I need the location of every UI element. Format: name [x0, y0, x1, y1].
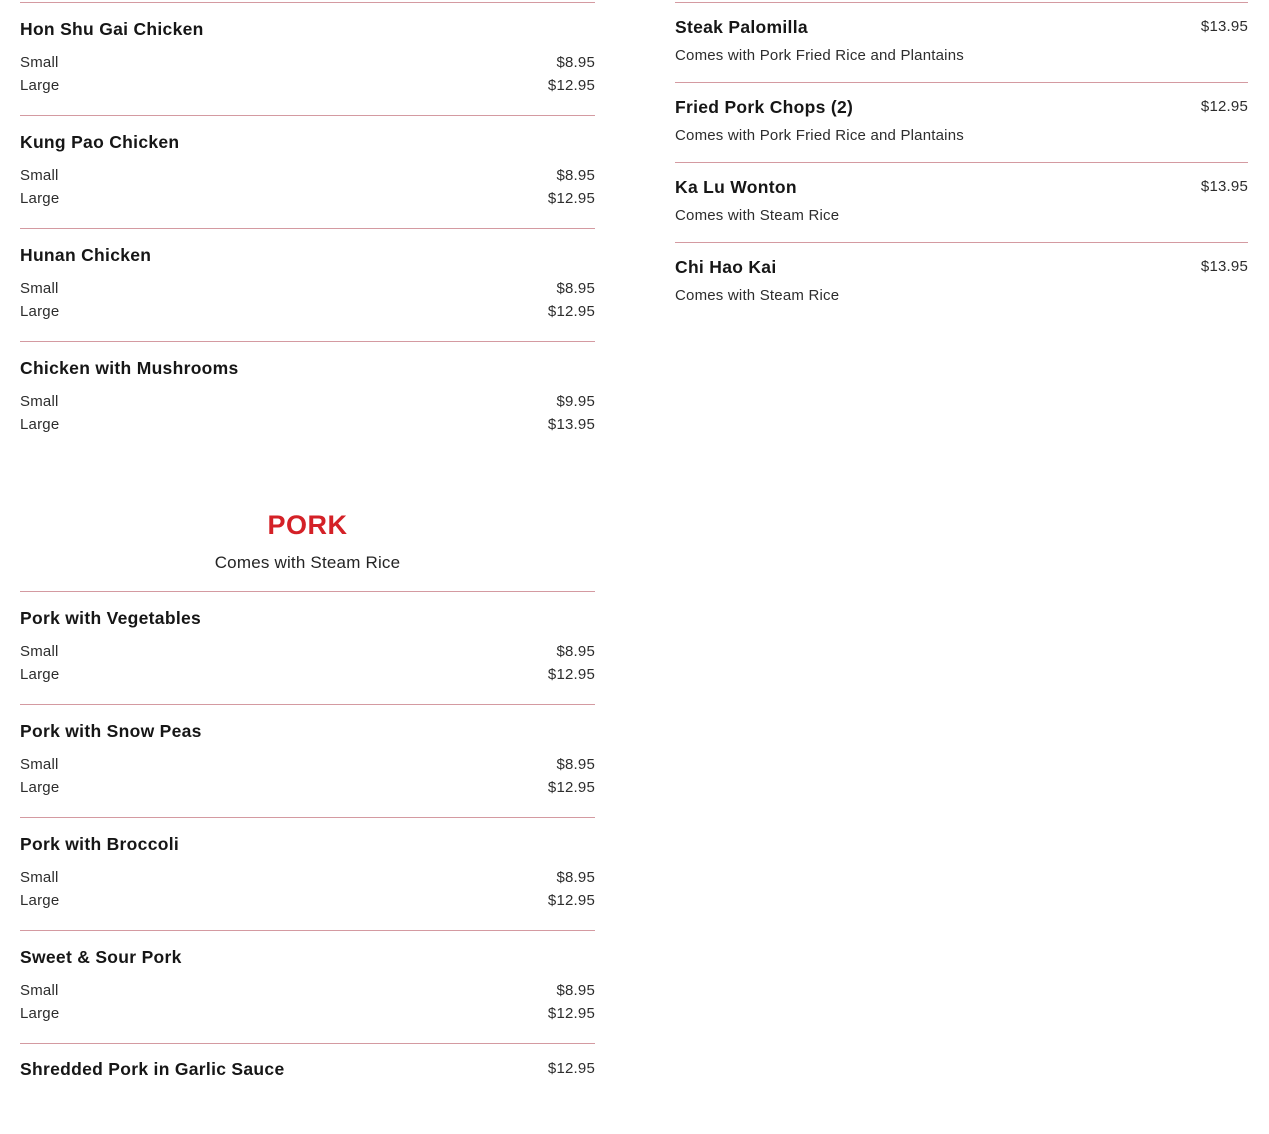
menu-item-chi-hao-kai — [675, 242, 1248, 322]
option-price: $8.95 — [556, 869, 595, 886]
menu-item-option-small — [20, 390, 595, 413]
menu-item-shredded-pork-garlic-sauce — [20, 1043, 595, 1079]
option-price: $12.95 — [547, 779, 595, 796]
menu-item-option-large — [20, 300, 595, 323]
menu-item-option-small — [20, 164, 595, 187]
menu-item-hon-shu-gai-chicken — [20, 2, 595, 115]
menu-item-name: Ka Lu Wonton — [675, 177, 797, 197]
option-size-label: Small — [20, 393, 59, 410]
menu-item-kung-pao-chicken — [20, 115, 595, 228]
menu-item-description: Comes with Pork Fried Rice and Plantains — [675, 47, 964, 64]
menu-item-price: $13.95 — [1200, 18, 1248, 35]
menu-item-steak-palomilla — [675, 2, 1248, 82]
menu-item-option-small — [20, 866, 595, 889]
menu-item-name: Chicken with Mushrooms — [20, 358, 239, 378]
option-price: $12.95 — [547, 303, 595, 320]
option-size-label: Large — [20, 666, 60, 683]
menu-item-name: Chi Hao Kai — [675, 257, 777, 277]
option-size-label: Small — [20, 756, 59, 773]
menu-item-hunan-chicken — [20, 228, 595, 341]
menu-item-title-row — [675, 257, 1248, 277]
option-price: $8.95 — [556, 982, 595, 999]
option-size-label: Small — [20, 54, 59, 71]
menu-item-title-row — [675, 177, 1248, 197]
option-price: $8.95 — [556, 643, 595, 660]
section-header-pork — [20, 510, 595, 591]
menu-item-price: $13.95 — [1200, 178, 1248, 195]
menu-item-name: Pork with Snow Peas — [20, 721, 202, 741]
menu-item-option-small — [20, 277, 595, 300]
menu-item-name: Kung Pao Chicken — [20, 132, 180, 152]
option-size-label: Large — [20, 416, 60, 433]
option-size-label: Large — [20, 303, 60, 320]
menu-item-option-small — [20, 979, 595, 1002]
menu-item-pork-with-broccoli — [20, 817, 595, 930]
menu-item-option-small — [20, 640, 595, 663]
menu-column-left — [20, 2, 595, 1134]
option-price: $8.95 — [556, 54, 595, 71]
menu-item-name: Steak Palomilla — [675, 17, 808, 37]
option-size-label: Large — [20, 779, 60, 796]
menu-item-option-large — [20, 1002, 595, 1025]
option-price: $9.95 — [556, 393, 595, 410]
option-size-label: Small — [20, 643, 59, 660]
menu-item-name: Pork with Vegetables — [20, 608, 202, 628]
menu-item-option-large — [20, 889, 595, 912]
menu-item-name: Fried Pork Chops (2) — [675, 97, 854, 117]
menu-item-price: $13.95 — [1200, 258, 1248, 275]
option-size-label: Large — [20, 892, 60, 909]
option-size-label: Large — [20, 190, 60, 207]
menu-item-name: Pork with Broccoli — [20, 834, 180, 854]
menu-item-option-large — [20, 776, 595, 799]
menu-item-option-large — [20, 413, 595, 436]
menu-item-price: $12.95 — [547, 1060, 595, 1077]
menu-item-option-small — [20, 51, 595, 74]
option-price: $12.95 — [547, 77, 595, 94]
menu-item-name: Hon Shu Gai Chicken — [20, 19, 204, 39]
menu-column-right — [675, 2, 1248, 1134]
menu-item-fried-pork-chops — [675, 82, 1248, 162]
menu-item-name: Hunan Chicken — [20, 245, 152, 265]
menu-item-description: Comes with Steam Rice — [675, 207, 840, 224]
option-price: $13.95 — [547, 416, 595, 433]
menu-item-option-large — [20, 74, 595, 97]
option-size-label: Small — [20, 280, 59, 297]
menu-item-sweet-and-sour-pork — [20, 930, 595, 1043]
menu-item-description: Comes with Pork Fried Rice and Plantains — [675, 127, 964, 144]
menu-item-pork-with-snow-peas — [20, 704, 595, 817]
menu-item-option-large — [20, 187, 595, 210]
section-subtitle: Comes with Steam Rice — [214, 553, 401, 572]
menu-item-chicken-with-mushrooms — [20, 341, 595, 454]
menu-item-ka-lu-wonton — [675, 162, 1248, 242]
menu-item-option-small — [20, 753, 595, 776]
menu-item-title-row — [675, 97, 1248, 117]
menu-item-name: Sweet & Sour Pork — [20, 947, 182, 967]
section-title: PORK — [267, 510, 348, 540]
menu-item-option-large — [20, 663, 595, 686]
option-size-label: Small — [20, 869, 59, 886]
menu-item-title-row — [675, 17, 1248, 37]
option-size-label: Large — [20, 77, 60, 94]
option-price: $12.95 — [547, 190, 595, 207]
menu-item-name: Shredded Pork in Garlic Sauce — [20, 1059, 285, 1079]
option-price: $8.95 — [556, 280, 595, 297]
option-price: $12.95 — [547, 892, 595, 909]
option-price: $12.95 — [547, 1005, 595, 1022]
option-size-label: Small — [20, 167, 59, 184]
option-price: $12.95 — [547, 666, 595, 683]
option-price: $8.95 — [556, 756, 595, 773]
menu-item-price: $12.95 — [1200, 98, 1248, 115]
menu-item-pork-with-vegetables — [20, 591, 595, 704]
option-price: $8.95 — [556, 167, 595, 184]
option-size-label: Large — [20, 1005, 60, 1022]
menu-item-description: Comes with Steam Rice — [675, 287, 840, 304]
option-size-label: Small — [20, 982, 59, 999]
menu-item-title-row — [20, 1059, 595, 1079]
